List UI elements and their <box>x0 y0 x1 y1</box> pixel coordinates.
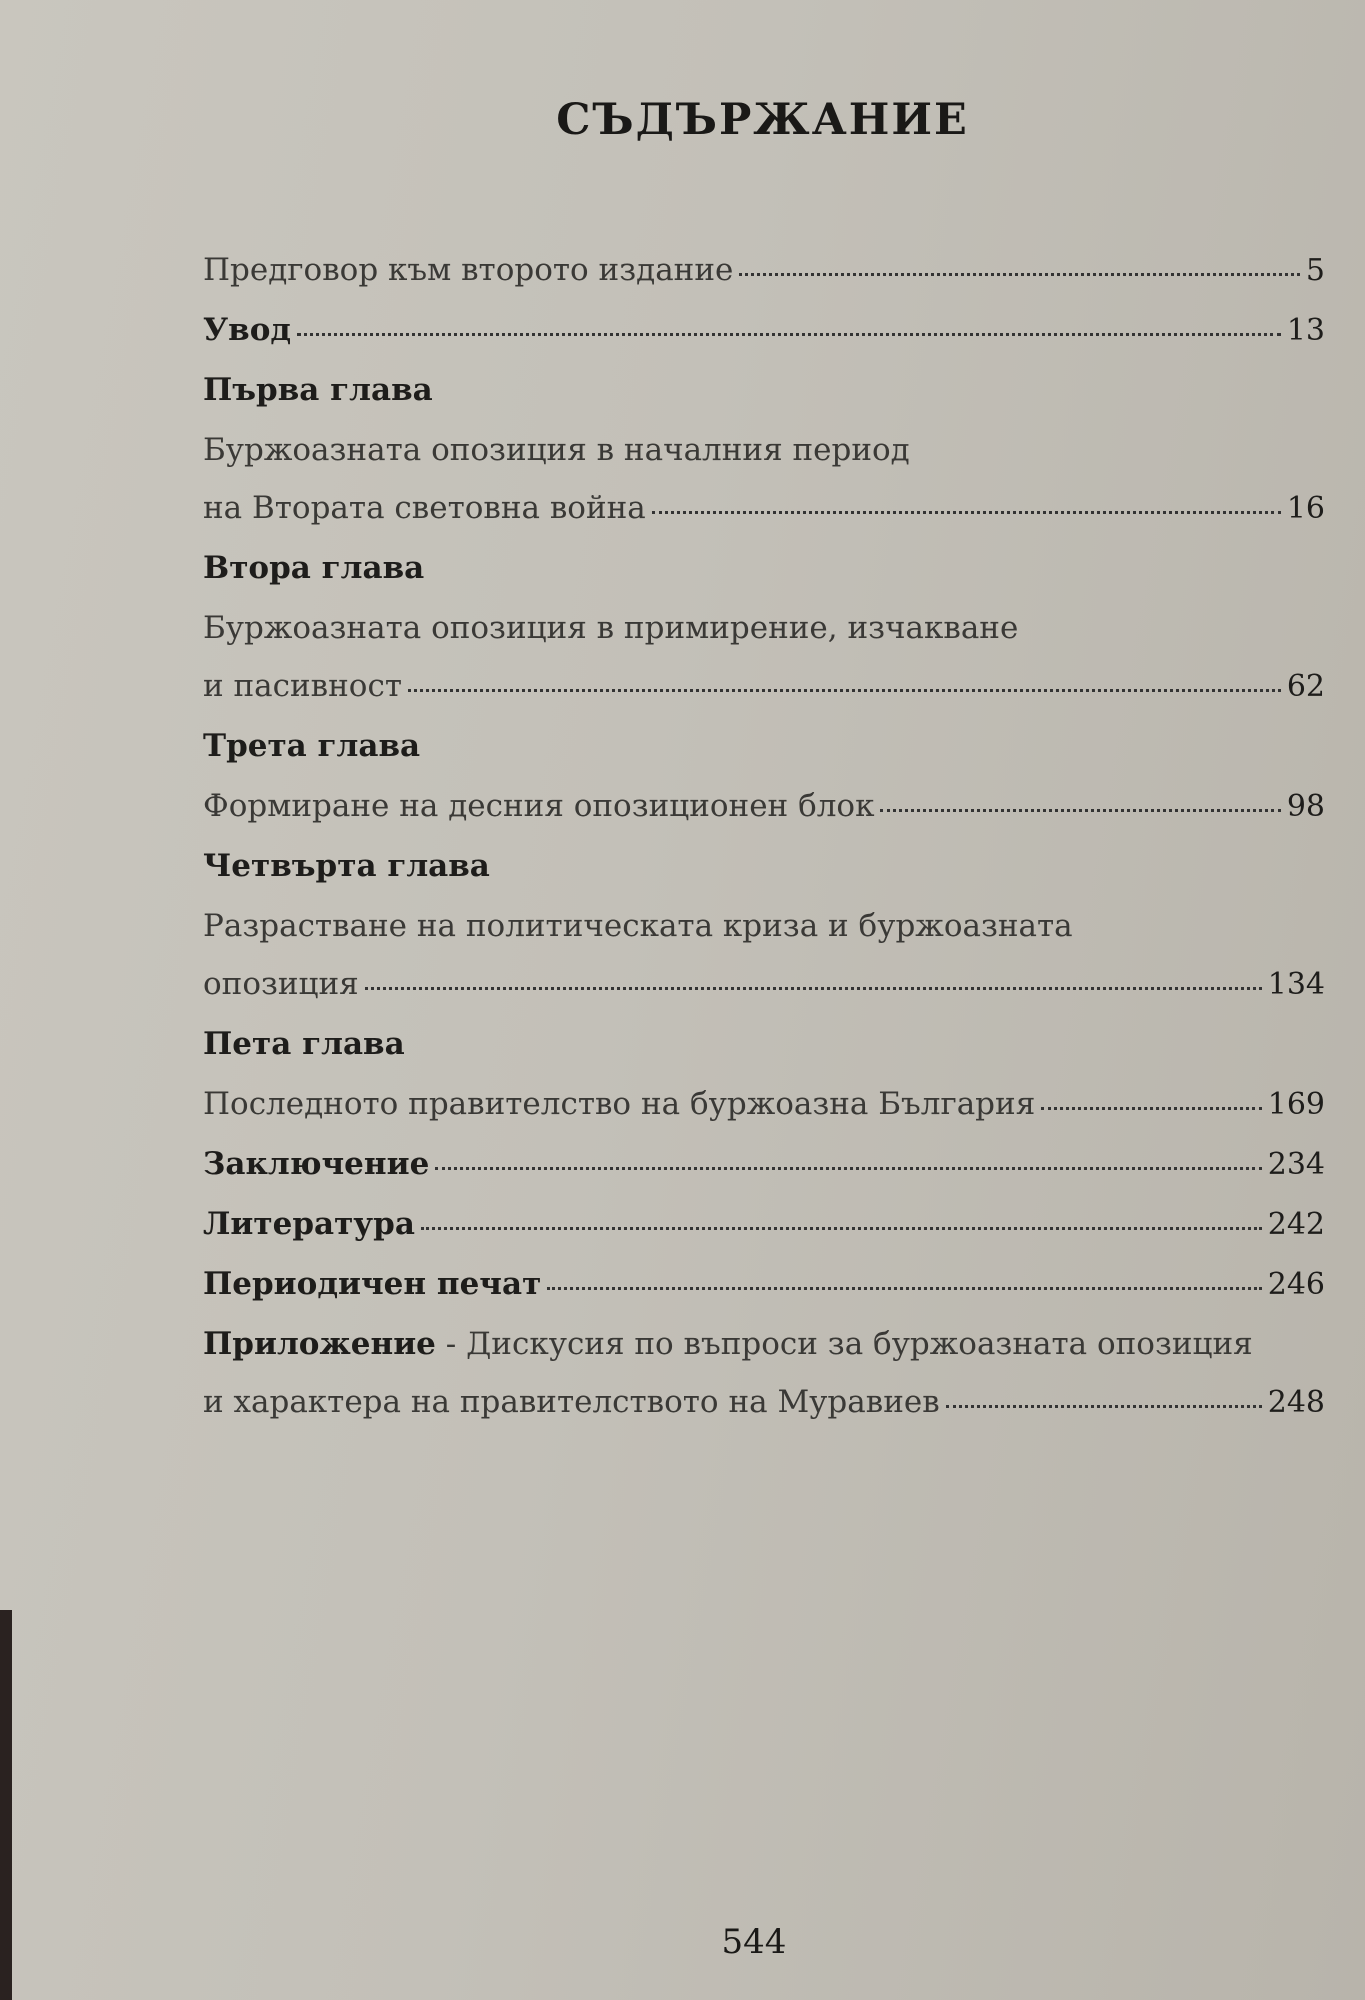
toc-entry-ch3 <box>203 788 1325 848</box>
toc-entry-line2: опозиция <box>203 966 359 1002</box>
toc-entry-label: Увод <box>203 312 292 348</box>
toc-entry-label: Предговор към второто издание <box>203 252 734 288</box>
toc-entry-ch2 <box>203 610 1325 728</box>
toc-entry-label: Приложение <box>203 1326 436 1362</box>
dot-leader <box>365 987 1262 990</box>
toc-page-number: 5 <box>1305 253 1325 288</box>
toc-page-number: 62 <box>1286 669 1325 704</box>
page-title: СЪДЪРЖАНИЕ <box>556 95 969 145</box>
toc-entry-label: Периодичен печат <box>203 1266 542 1302</box>
toc-page-number: 242 <box>1267 1207 1325 1242</box>
toc-entry-appendix <box>203 1326 1325 1444</box>
chapter-heading: Трета глава <box>203 728 421 764</box>
chapter-heading: Четвърта глава <box>203 848 490 884</box>
toc-page-number: 248 <box>1267 1385 1325 1420</box>
toc-entry-periodicals <box>203 1266 1325 1326</box>
toc-entry-line2: на Втората световна война <box>203 490 646 526</box>
toc-page-number: 246 <box>1267 1267 1325 1302</box>
dot-leader <box>421 1227 1262 1230</box>
toc-entry-line1: Буржоазната опозиция в началния период <box>203 432 910 468</box>
toc-entry-line1: - Дискусия по въпроси за буржоазната опозиция <box>435 1326 1253 1362</box>
toc-entry-label: Литература <box>203 1206 415 1242</box>
toc-entry-label: Заключение <box>203 1146 430 1182</box>
table-of-contents <box>203 252 1325 1444</box>
toc-page-number: 234 <box>1267 1147 1325 1182</box>
dot-leader <box>946 1405 1262 1408</box>
dot-leader <box>547 1287 1261 1290</box>
toc-page-number: 16 <box>1286 491 1325 526</box>
toc-entry-label: Последното правителство на буржоазна България <box>203 1086 1036 1122</box>
toc-entry-conclusion <box>203 1146 1325 1206</box>
toc-entry-ch4 <box>203 908 1325 1026</box>
toc-page-number: 98 <box>1286 789 1325 824</box>
toc-page-number: 13 <box>1286 313 1325 348</box>
toc-entry-ch1 <box>203 432 1325 550</box>
chapter-heading: Първа глава <box>203 372 433 408</box>
dot-leader <box>880 809 1280 812</box>
toc-entry-line2: и пасивност <box>203 668 402 704</box>
dot-leader <box>1041 1107 1261 1110</box>
toc-entry-ch5 <box>203 1086 1325 1146</box>
toc-page-number: 134 <box>1267 967 1325 1002</box>
toc-entry-line1: Разрастване на политическата криза и буржоазната <box>203 908 1073 944</box>
page-number-folio: 544 <box>721 1922 787 1962</box>
toc-entry-preface <box>203 252 1325 312</box>
dot-leader <box>408 689 1281 692</box>
toc-entry-intro <box>203 312 1325 372</box>
toc-entry-line2: и характера на правителството на Муравиев <box>203 1384 940 1420</box>
toc-entry-line1: Буржоазната опозиция в примирение, изчакване <box>203 610 1019 646</box>
dot-leader <box>739 273 1300 276</box>
dot-leader <box>297 333 1281 336</box>
dot-leader <box>652 511 1281 514</box>
dot-leader <box>435 1167 1261 1170</box>
chapter-heading: Втора глава <box>203 550 425 586</box>
toc-page-number: 169 <box>1267 1087 1325 1122</box>
chapter-heading: Пета глава <box>203 1026 405 1062</box>
toc-entry-literature <box>203 1206 1325 1266</box>
toc-entry-label: Формиране на десния опозиционен блок <box>203 788 875 824</box>
